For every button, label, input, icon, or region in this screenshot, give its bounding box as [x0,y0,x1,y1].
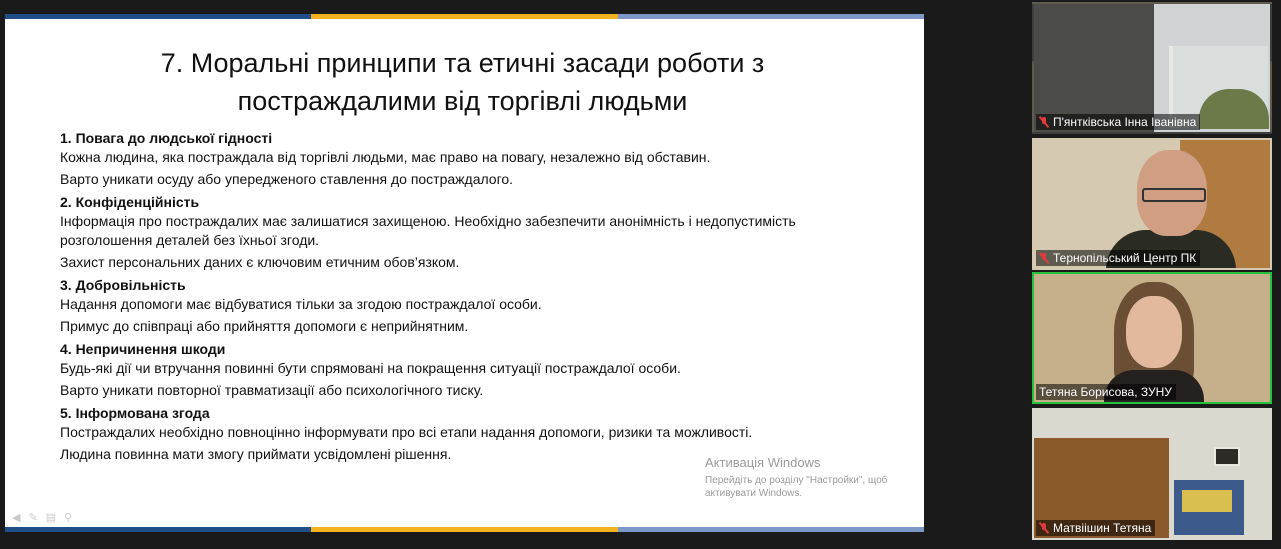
section [60,275,890,336]
section [60,192,890,272]
slides-icon[interactable]: ▤ [45,512,57,524]
section-line: Захист персональних даних є ключовим етичним обов’язком. [60,254,460,270]
participant-label [1036,520,1155,536]
section-heading: 1. Повага до людської гідності [60,130,273,146]
active-speaker-tile[interactable] [1032,272,1272,404]
section-heading: 4. Непричинення шкоди [60,341,226,357]
section-line: Людина повинна мати змогу приймати усвідомлені рішення. [60,446,452,462]
section [60,339,890,400]
section-line: Надання допомоги має відбуватися тільки за згодою постраждалої особи. [60,296,542,312]
participant-name: Тернопільський Центр ПК [1053,251,1197,265]
participant-label [1036,250,1200,266]
participant-label [1036,384,1176,400]
microphone-muted-icon [1039,252,1049,264]
pen-icon[interactable]: ✎ [28,512,38,524]
participant-name: Тетяна Борисова, ЗУНУ [1039,385,1172,399]
section-line: Інформація про постраждалих має залишатися захищеною. Необхідно забезпечити анонімність і недопустимість розголошення деталей без їхньої згоди. [60,213,796,248]
section [60,128,890,189]
microphone-muted-icon [1039,116,1049,128]
zoom-icon[interactable]: ⚲ [64,512,73,524]
section-line: Кожна людина, яка постраждала від торгівлі людьми, має право на повагу, незалежно від обставин. [60,149,711,165]
section-line: Постраждалих необхідно повноцінно інформувати про всі етапи надання допомоги, ризики та можливості. [60,424,753,440]
watermark-text: Перейдіть до розділу "Настройки", щоб активувати Windows. [705,475,888,499]
section-line: Будь-які дії чи втручання повинні бути спрямовані на покращення ситуації постраждалої особи. [60,360,681,376]
participant-name: Матвіішин Тетяна [1053,521,1152,535]
section-heading: 3. Добровільність [60,277,186,293]
participant-tile[interactable] [1032,408,1272,540]
participant-name: П'янтківська Інна Іванівна [1053,115,1197,129]
participant-tile[interactable] [1032,2,1272,134]
slide-top-stripe [5,14,924,19]
participant-label [1036,114,1200,130]
participant-tile[interactable] [1032,138,1272,270]
participants-gallery [1030,0,1281,549]
slideshow-controls[interactable] [12,511,72,524]
previous-icon[interactable]: ◀ [12,512,21,524]
windows-activation-watermark [705,455,905,500]
microphone-muted-icon [1039,522,1049,534]
section-line: Варто уникати осуду або упередженого ставлення до постраждалого. [60,171,514,187]
slide-bottom-stripe [5,527,924,532]
section-line: Варто уникати повторної травматизації або психологічного тиску. [60,382,484,398]
section-heading: 2. Конфіденційність [60,194,200,210]
section-heading: 5. Інформована згода [60,405,210,421]
slide-content [60,128,890,467]
section-line: Примус до співпраці або прийняття допомоги є неприйнятним. [60,318,469,334]
watermark-title: Активація Windows [705,455,821,470]
slide-title: 7. Моральні принципи та етичні засади роботи з постраждалими від торгівлі людьми [160,48,765,116]
presentation-slide [5,14,924,532]
